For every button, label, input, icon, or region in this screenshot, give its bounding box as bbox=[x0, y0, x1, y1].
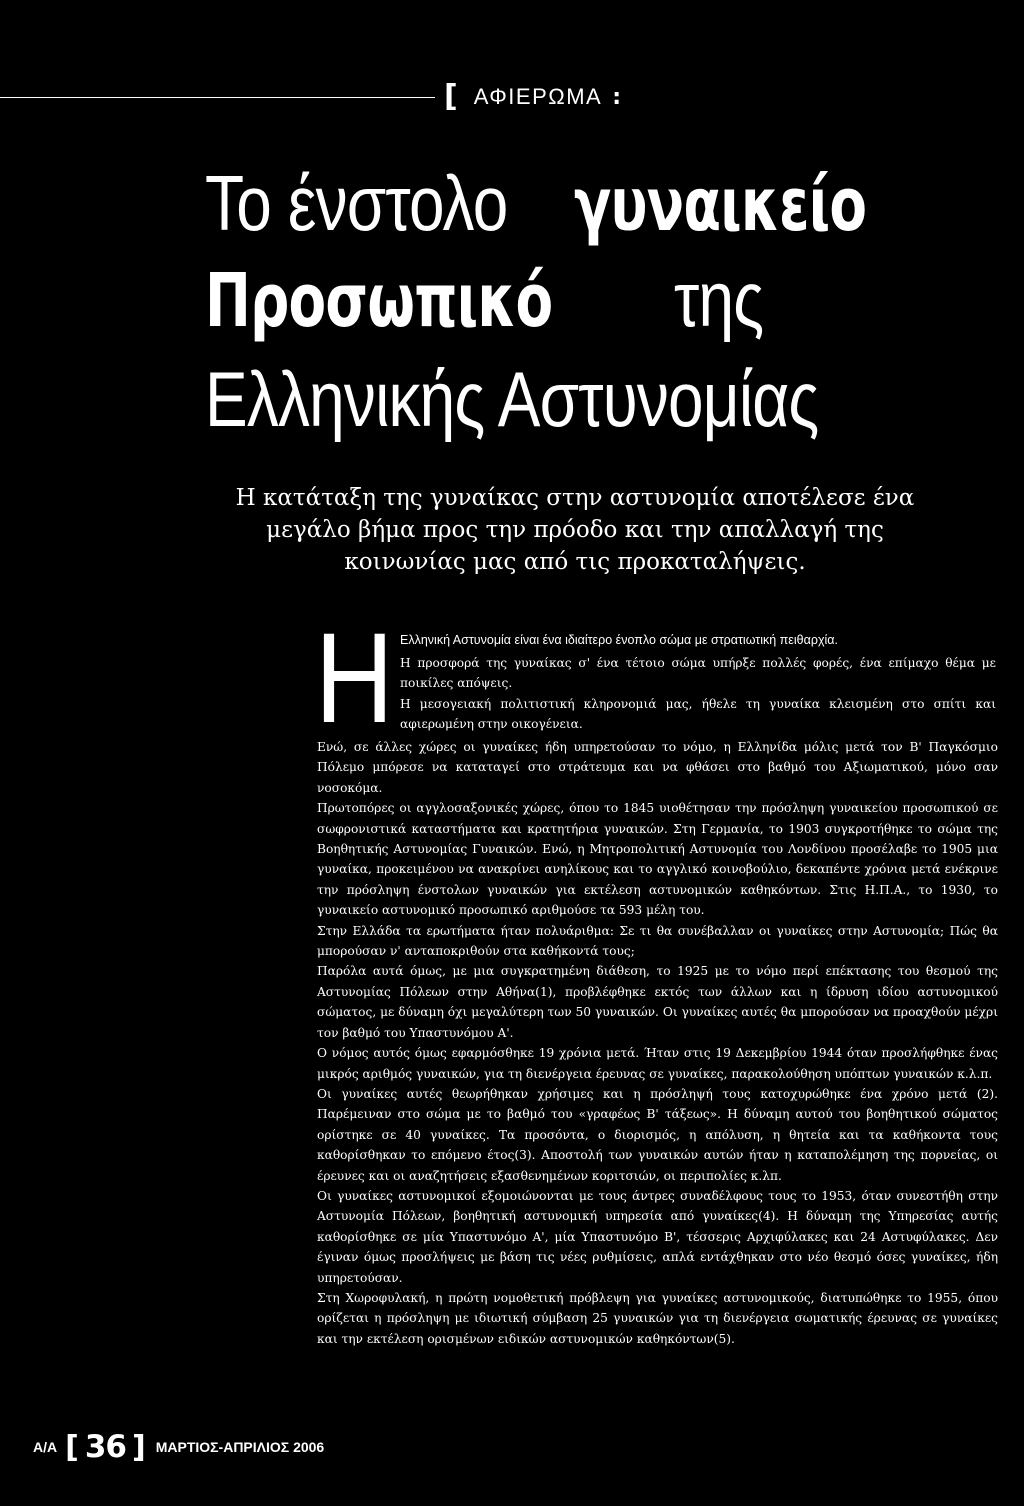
magazine-name: Α/Α bbox=[33, 1439, 58, 1455]
body-paragraph: Στη Χωροφυλακή, η πρώτη νομοθετική πρόβλεψη για γυναίκες αστυνομικούς, διατυπώθηκε το 1955, όπου ορίζεται η πρόσληψη με ιδιωτική σύμβαση 25 γυναικών για τη διενέργεια σωματικής έρευνας σε γυναίκες και την εκτέλεση ορισμένων ειδικών αστυνομικών καθηκόντων(5). bbox=[317, 1290, 998, 1346]
lead-paragraphs bbox=[400, 653, 996, 735]
title-line-2 bbox=[205, 255, 985, 360]
title-part-light-1: Το ένστολο bbox=[205, 159, 508, 247]
body-paragraph: Παρόλα αυτά όμως, με μια συγκρατημένη διάθεση, το 1925 με το νόμο περί επέκτασης του θεσμού της Αστυνομίας Πόλεων στην Αθήνα(1), προβλέφθηκε εκτός των άλλων και η ίδρυση ιδίου αστυνομικού σώματος, με δύναμη όχι μεγαλύτερη των 50 γυναικών. Οι γυναίκες αυτές θα μπορούσαν να προαχθούν μέχρι τον βαθμό του Υπαστυνόμου Α'. bbox=[317, 964, 998, 1040]
lead-paragraph: Η μεσογειακή πολιτιστική κληρονομιά μας, ήθελε τη γυναίκα κλεισμένη στο σπίτι και αφιερωμένη στην οικογένεια. bbox=[400, 696, 996, 732]
lead-sentence: Ελληνική Αστυνομία είναι ένα ιδιαίτερο ένοπλο σώμα με στρατιωτική πειθαρχία. bbox=[400, 633, 838, 647]
body-paragraph: Οι γυναίκες αυτές θεωρήθηκαν χρήσιμες και η πρόσληψή τους κατοχυρώθηκε ένα χρόνο μετά (2). Παρέμειναν στο σώμα με το βαθμό του «γραφέως Β' τάξεως». Η δύναμη αυτού του βοηθητικού σώματος ορίστηκε σε 40 γυναίκες. Τα προσόντα, ο διορισμός, η απόλυση, η θητεία και τα καθήκοντα τους καθορίσθηκαν το επόμενο έτος(3). Αποστολή των γυναικών αυτών ήταν η καταπολέμηση της πορνείας, οι έρευνες και οι αναζητήσεις εξασθενημένων κοριτσιών, οι περιπολίες κ.λπ. bbox=[317, 1086, 998, 1183]
footer-bracket-close: ] bbox=[131, 1429, 146, 1465]
section-mark: : bbox=[612, 84, 622, 110]
header-rule bbox=[0, 97, 435, 98]
body-paragraph: Ενώ, σε άλλες χώρες οι γυναίκες ήδη υπηρετούσαν το νόμο, η Ελληνίδα μόλις μετά τον Β' Παγκόσμιο Πόλεμο μπόρεσε να καταταγεί στο στράτευμα και να φθάσει στο βαθμό του Αξιωματικού, μόνο σαν νοσοκόμα. bbox=[317, 740, 998, 795]
page-number: 36 bbox=[84, 1429, 126, 1465]
title-part-bold-1: γυναικείο bbox=[573, 162, 867, 248]
issue-date: ΜΑΡΤΙΟΣ-ΑΠΡΙΛΙΟΣ 2006 bbox=[155, 1439, 325, 1455]
title-line-1 bbox=[205, 159, 985, 260]
title-part-bold-2: Προσωπικό bbox=[205, 258, 553, 344]
title-line-3 bbox=[205, 355, 985, 460]
body-paragraph: Ο νόμος αυτός όμως εφαρμόσθηκε 19 χρόνια μετά. Ήταν στις 19 Δεκεμβρίου 1944 όταν προσλήφθηκε ένας μικρός αριθμός γυναικών, για τη διενέργεια έρευνας σε γυναίκες, παρακολούθηση υπόπτων γυναικών κ.λ.π. bbox=[317, 1046, 998, 1081]
body-paragraph: Πρωτοπόρες οι αγγλοσαξονικές χώρες, όπου το 1845 υιοθέτησαν την πρόσληψη γυναικείου προσωπικού σε σωφρονιστικά καταστήματα και κρατητήρια γυναικών. Στη Γερμανία, το 1903 συγκροτήθηκε το σώμα της Βοηθητικής Αστυνομίας Γυναικών. Ενώ, η Μητροπολιτική Αστυνομία του Λονδίνου προσέλαβε το 1905 μια γυναίκα, προκειμένου να ανακρίνει ανηλίκους και το αγγλικό κοινοβούλιο, δεκαπέντε χρόνια μετά ενέκρινε την πρόσληψη ένστολων γυναικών για εκτέλεση αστυνομικών καθηκόντων. Στις Η.Π.Α., το 1930, το γυναικείο αστυνομικό προσωπικό αριθμούσε τα 593 μέλη του. bbox=[317, 801, 998, 918]
article-title bbox=[205, 159, 985, 460]
page-footer bbox=[33, 1427, 324, 1467]
lead-paragraph: Η προσφορά της γυναίκας σ' ένα τέτοιο σώμα υπήρξε πολλές φορές, ένα επίμαχο θέμα με ποικίλες απόψεις. bbox=[400, 656, 996, 691]
drop-cap: Η bbox=[315, 607, 394, 750]
article-body bbox=[317, 737, 998, 1349]
footer-bracket-open: [ bbox=[65, 1429, 79, 1465]
article-subtitle: Η κατάταξη της γυναίκας στην αστυνομία αποτέλεσε ένα μεγάλο βήμα προς την πρόοδο και την απαλλαγή της κοινωνίας μας από τις προκαταλήψεις. bbox=[235, 485, 915, 575]
section-bracket: [ bbox=[444, 79, 458, 114]
title-part-light-2: της bbox=[674, 255, 764, 343]
body-paragraph: Στην Ελλάδα τα ερωτήματα ήταν πολυάριθμα: Σε τι θα συνέβαλλαν οι γυναίκες στην Αστυνομία; Πώς θα μπορούσαν ν' ανταποκριθούν στα καθήκοντά τους; bbox=[317, 923, 998, 959]
title-part-light-3: Ελληνικής Αστυνομίας bbox=[205, 355, 819, 443]
section-tag bbox=[444, 80, 621, 114]
section-label: ΑΦΙΕΡΩΜΑ bbox=[473, 84, 603, 109]
body-paragraph: Οι γυναίκες αστυνομικοί εξομοιώνονται με τους άντρες συναδέλφους τους το 1953, όταν συνεστήθη στην Αστυνομία Πόλεων, βοηθητική αστυνομική υπηρεσία από γυναίκες(4). Η δύναμη της Υπηρεσίας αυτής καθορίσθηκε σε μία Υπαστυνόμο Α', μία Υπαστυνόμο Β', τέσσερις Αρχιφύλακες και 24 Αστυφύλακες. Δεν έγιναν όμως προσλήψεις με βάση τις νέες ρυθμίσεις, απλά εντάχθηκαν στο νέο θεσμό όσες γυναίκες, ήδη υπηρετούσαν. bbox=[317, 1188, 998, 1285]
